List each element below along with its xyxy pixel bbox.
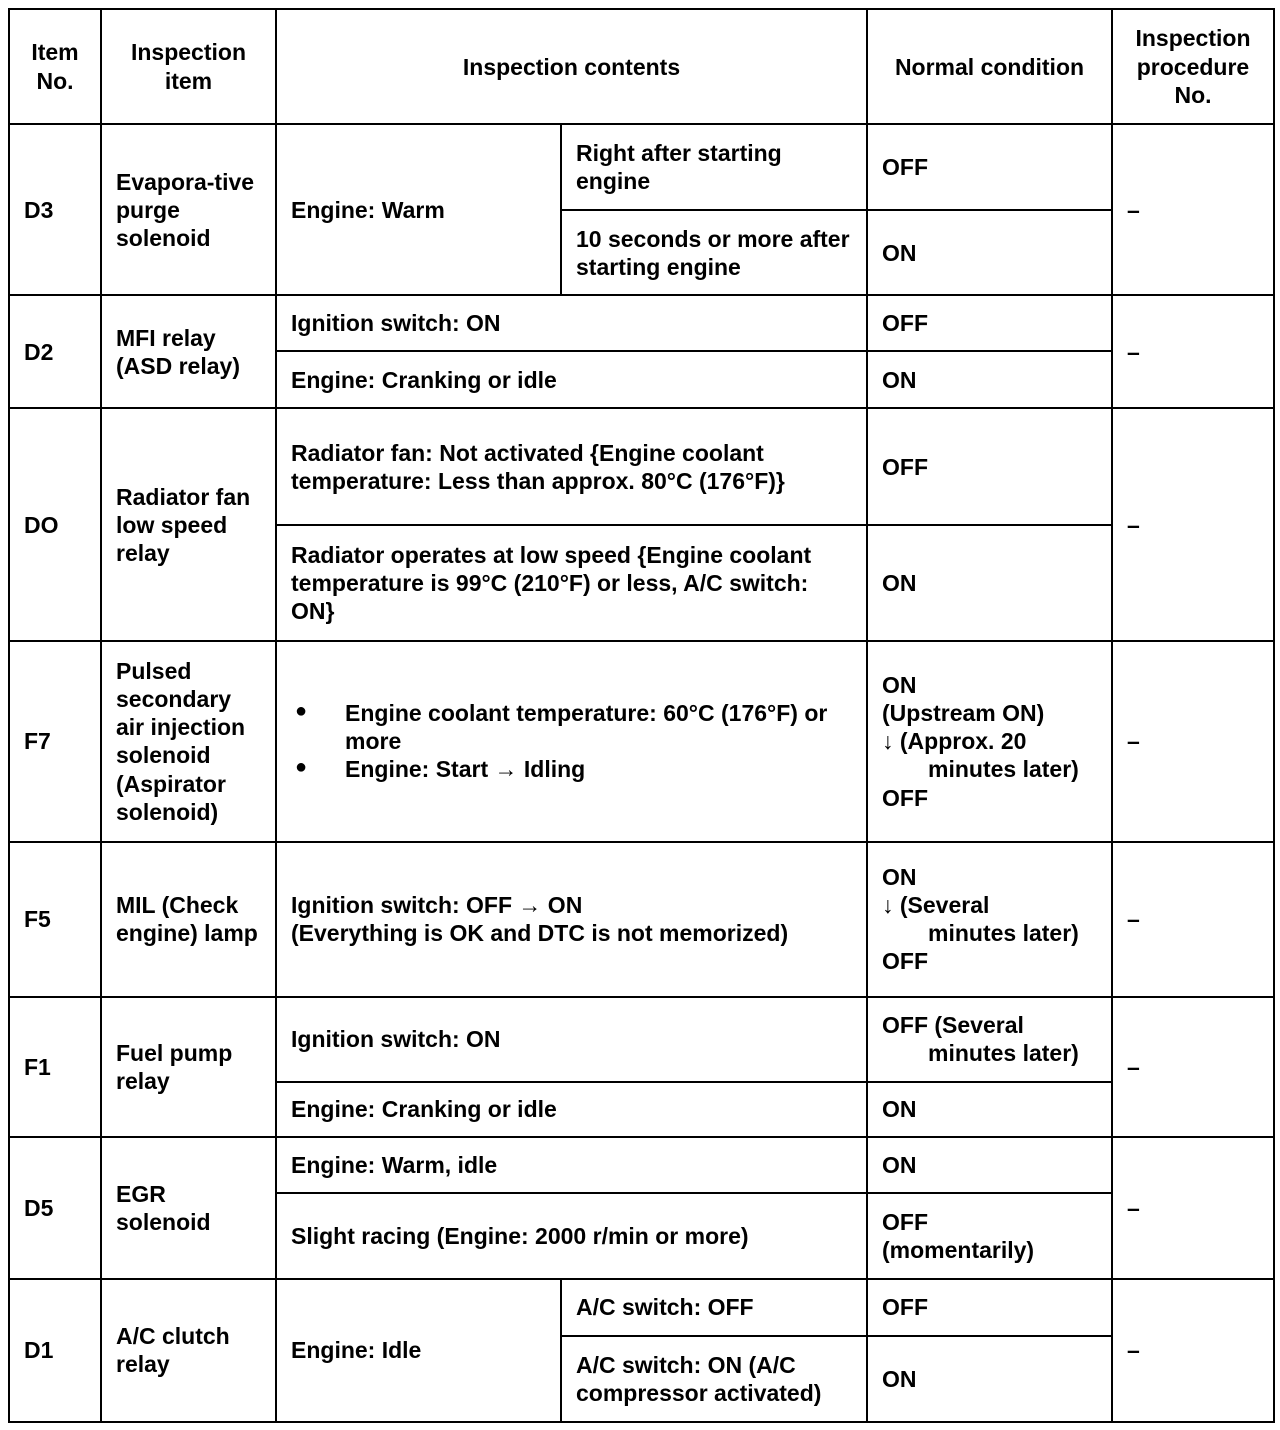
normal-condition-cell: ON bbox=[867, 210, 1112, 295]
inspection-contents-cell: Ignition switch: ON bbox=[276, 997, 867, 1082]
normal-condition-cell: OFF bbox=[867, 295, 1112, 351]
normal-condition-cell bbox=[867, 1193, 1112, 1279]
inspection-item-cell: Pulsed secondary air injection solenoid (Aspirator solenoid) bbox=[101, 641, 276, 841]
condition-line: (momentarily) bbox=[882, 1236, 1035, 1263]
item-no-cell: F7 bbox=[9, 641, 101, 841]
normal-condition-cell bbox=[867, 997, 1112, 1082]
procedure-no-cell: – bbox=[1112, 295, 1274, 408]
normal-condition-cell: OFF bbox=[867, 408, 1112, 525]
condition-line: OFF (Several bbox=[882, 1012, 1024, 1039]
inspection-item-cell: A/C clutch relay bbox=[101, 1279, 276, 1422]
inspection-contents-cell: Radiator operates at low speed {Engine coolant temperature is 99°C (210°F) or less, A/C switch: ON} bbox=[276, 525, 867, 641]
header-row bbox=[9, 9, 1274, 124]
normal-condition-cell: ON bbox=[867, 525, 1112, 641]
table-row bbox=[9, 997, 1274, 1082]
inspection-subcontents-cell: Right after starting engine bbox=[561, 124, 867, 210]
normal-condition-cell bbox=[867, 641, 1112, 841]
inspection-contents-cell: Slight racing (Engine: 2000 r/min or more) bbox=[276, 1193, 867, 1279]
procedure-no-cell: – bbox=[1112, 997, 1274, 1137]
header-item-no: Item No. bbox=[9, 9, 101, 124]
list-item: ● Engine: Start → Idling bbox=[291, 755, 852, 783]
normal-condition-cell: ON bbox=[867, 1137, 1112, 1193]
normal-condition-cell: OFF bbox=[867, 124, 1112, 210]
inspection-contents-cell: Engine: Cranking or idle bbox=[276, 1082, 867, 1137]
inspection-contents-cell bbox=[276, 842, 867, 997]
procedure-no-cell: – bbox=[1112, 641, 1274, 841]
procedure-no-cell: – bbox=[1112, 1279, 1274, 1422]
item-no-cell: D5 bbox=[9, 1137, 101, 1279]
item-no-cell: F1 bbox=[9, 997, 101, 1137]
bullet-list bbox=[291, 699, 852, 783]
inspection-contents-cell: Engine: Warm, idle bbox=[276, 1137, 867, 1193]
header-inspection-procedure-no: Inspection procedure No. bbox=[1112, 9, 1274, 124]
inspection-contents-cell: Radiator fan: Not activated {Engine coolant temperature: Less than approx. 80°C (176°F)} bbox=[276, 408, 867, 525]
table-row bbox=[9, 1137, 1274, 1193]
item-no-cell: D3 bbox=[9, 124, 101, 295]
inspection-item-cell: EGR solenoid bbox=[101, 1137, 276, 1279]
item-no-cell: D1 bbox=[9, 1279, 101, 1422]
procedure-no-cell: – bbox=[1112, 124, 1274, 295]
inspection-subcontents-cell: A/C switch: OFF bbox=[561, 1279, 867, 1336]
condition-line: OFF bbox=[882, 948, 928, 975]
condition-line: ↓ (Several bbox=[882, 892, 990, 919]
normal-condition-cell bbox=[867, 842, 1112, 997]
inspection-item-cell: Radiator fan low speed relay bbox=[101, 408, 276, 641]
condition-line: OFF bbox=[882, 1208, 928, 1235]
inspection-item-cell: MIL (Check engine) lamp bbox=[101, 842, 276, 997]
condition-line: minutes later) bbox=[928, 1040, 1079, 1067]
condition-line: ON bbox=[882, 863, 917, 890]
header-inspection-contents: Inspection contents bbox=[276, 9, 867, 124]
condition-line: ↓ (Approx. 20 bbox=[882, 728, 1027, 755]
inspection-contents-cell: Ignition switch: ON bbox=[276, 295, 867, 351]
item-no-cell: D2 bbox=[9, 295, 101, 408]
normal-condition-cell: OFF bbox=[867, 1279, 1112, 1336]
condition-line: minutes later) bbox=[928, 920, 1079, 947]
inspection-subcontents-cell: 10 seconds or more after starting engine bbox=[561, 210, 867, 295]
inspection-contents-cell: Engine: Idle bbox=[276, 1279, 561, 1422]
table-row bbox=[9, 1279, 1274, 1336]
table-row bbox=[9, 842, 1274, 997]
inspection-table-sheet bbox=[8, 8, 1273, 1423]
normal-condition-cell: ON bbox=[867, 1336, 1112, 1422]
table-row bbox=[9, 641, 1274, 841]
procedure-no-cell: – bbox=[1112, 408, 1274, 641]
normal-condition-cell: ON bbox=[867, 351, 1112, 408]
inspection-item-cell: MFI relay (ASD relay) bbox=[101, 295, 276, 408]
procedure-no-cell: – bbox=[1112, 1137, 1274, 1279]
header-inspection-item: Inspection item bbox=[101, 9, 276, 124]
inspection-contents-cell: Engine: Warm bbox=[276, 124, 561, 295]
condition-line: OFF bbox=[882, 784, 928, 811]
condition-line: (Upstream ON) bbox=[882, 700, 1045, 727]
condition-line: minutes later) bbox=[928, 756, 1079, 783]
normal-condition-cell: ON bbox=[867, 1082, 1112, 1137]
list-item: ● Engine coolant temperature: 60°C (176°F) or more bbox=[291, 699, 852, 755]
condition-line: ON bbox=[882, 672, 917, 699]
header-normal-condition: Normal condition bbox=[867, 9, 1112, 124]
inspection-item-cell: Fuel pump relay bbox=[101, 997, 276, 1137]
table-row bbox=[9, 124, 1274, 210]
inspection-item-cell: Evapora-tive purge solenoid bbox=[101, 124, 276, 295]
item-no-cell: DO bbox=[9, 408, 101, 641]
procedure-no-cell: – bbox=[1112, 842, 1274, 997]
contents-line: Ignition switch: OFF → ON bbox=[291, 892, 583, 919]
item-no-cell: F5 bbox=[9, 842, 101, 997]
inspection-contents-cell bbox=[276, 641, 867, 841]
table-row bbox=[9, 408, 1274, 525]
table-row bbox=[9, 295, 1274, 351]
inspection-table bbox=[8, 8, 1275, 1423]
inspection-contents-cell: Engine: Cranking or idle bbox=[276, 351, 867, 408]
inspection-subcontents-cell: A/C switch: ON (A/C compressor activated) bbox=[561, 1336, 867, 1422]
contents-line: (Everything is OK and DTC is not memorized) bbox=[291, 920, 789, 947]
